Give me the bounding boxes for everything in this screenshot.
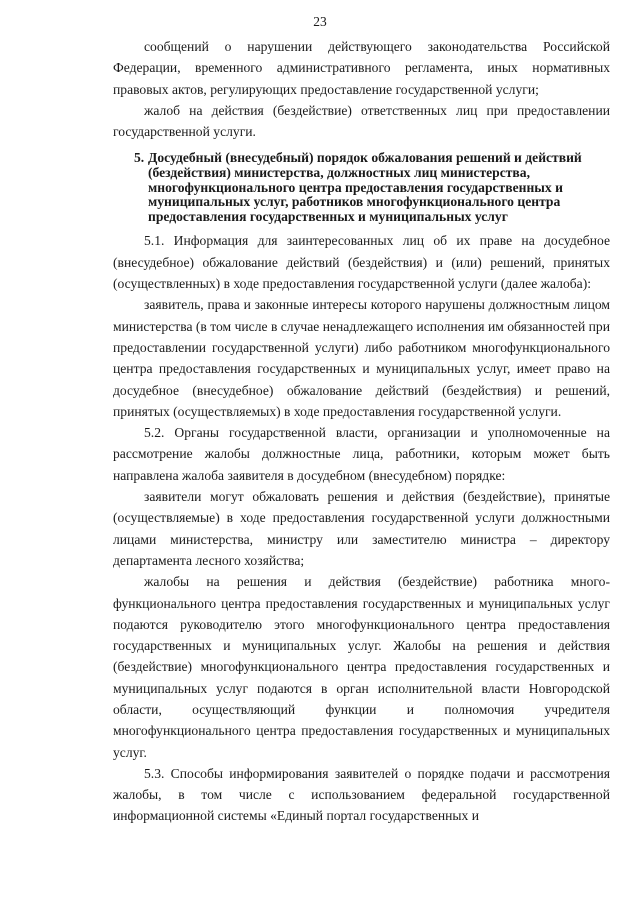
document-body bbox=[113, 36, 610, 827]
paragraph: заявитель, права и законные интересы которого нарушены должностным лицом министерства (в том числе в случае ненадлежащего исполнения им обязанностей при предоставлении государственной услуги) либо работником многофункционального центра предоставления государственных и муниципальных услуг, имеет право на досудебное (внесудебное) обжалование действий (бездействия) и решений, принятых (осуществляемых) в ходе предоставления государственной услуги. bbox=[113, 297, 610, 419]
section-number: 5. bbox=[134, 150, 145, 166]
page-number: 23 bbox=[313, 14, 327, 29]
paragraph: жалобы на решения и действия (бездействие) работника многофункционального центра предоставления государственных и муниципальных услуг подаются руководителю этого многофункционального центра предоставления государственных и муниципальных услуг. Жалобы на решения и действия (бездействие) многофункционального центра предоставления государственных и муниципальных услуг подаются в орган исполнительной власти Новгородской области, осуществляющий функции и полномочия учредителя многофункционального центра предоставления государственных и муниципальных услуг. bbox=[113, 574, 610, 760]
paragraph: заявители могут обжаловать решения и действия (бездействие), принятые (осуществляемые) в ходе предоставления государственной услуги должностными лицами министерства, министру или заместителю министра – директору департамента лесного хозяйства; bbox=[113, 489, 610, 568]
paragraph: жалоб на действия (бездействие) ответственных лиц при предоставлении государственной услуги. bbox=[113, 102, 610, 140]
paragraph: 5.2. Органы государственной власти, организации и уполномоченные на рассмотрение жалобы должностные лица, работники, которым может быть направлена жалоба заявителя в досудебном (внесудебном) порядке: bbox=[113, 425, 610, 483]
paragraph: 5.1. Информация для заинтересованных лиц об их праве на досудебное (внесудебное) обжалование действий (бездействия) и (или) решений, принятых (осуществленных) в ходе предоставления государственной услуги (далее жалоба): bbox=[113, 233, 610, 292]
section-title: Досудебный (внесудебный) порядок обжалования решений и действий (бездействия) министерства, должностных лиц министерства, многофункционального центра предоставления государственных и муниципальных услуг, работников многофункционального центра предоставления государственных и муниципальных услуг bbox=[148, 150, 582, 224]
paragraph: 5.3. Способы информирования заявителей о порядке подачи и рассмотрения жалобы, в том числе с использованием федеральной государственной информационной системы «Единый портал государственных и bbox=[113, 765, 610, 824]
section-heading bbox=[113, 151, 610, 224]
paragraph: сообщений о нарушении действующего законодательства Российской Федерации, временного административного регламента, иных нормативных правовых актов, регулирующих предоставление государственной услуги; bbox=[113, 39, 610, 97]
